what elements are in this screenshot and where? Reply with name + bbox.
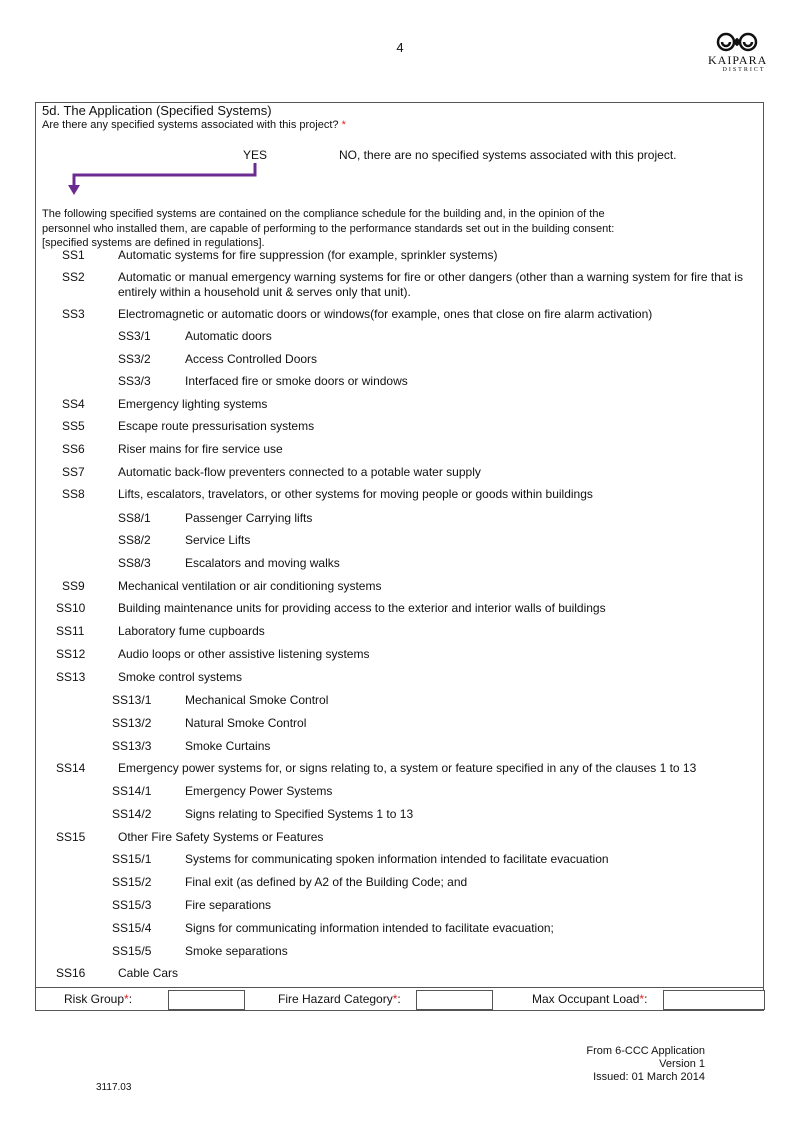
yes-branch-arrow-icon <box>66 163 266 197</box>
form-footer <box>586 1045 705 1084</box>
system-code: SS15/3 <box>112 898 152 912</box>
system-code: SS3/3 <box>118 374 151 388</box>
question-text <box>42 119 346 131</box>
colon: : <box>644 992 648 1006</box>
system-description: Automatic systems for fire suppression (for example, sprinkler systems) <box>118 248 498 262</box>
system-code: SS10 <box>56 601 86 615</box>
system-description: Smoke Curtains <box>185 739 271 753</box>
system-code: SS14/1 <box>112 784 152 798</box>
system-description: Interfaced fire or smoke doors or windows <box>185 374 408 388</box>
system-description: Natural Smoke Control <box>185 716 307 730</box>
document-code: 3117.03 <box>96 1082 132 1093</box>
system-code: SS15/4 <box>112 921 152 935</box>
required-mark: * <box>341 119 346 131</box>
logo-sub: DISTRICT <box>722 67 766 73</box>
fire-hazard-field[interactable] <box>416 990 493 1010</box>
system-code: SS16 <box>56 966 86 980</box>
system-description: Mechanical Smoke Control <box>185 693 329 707</box>
system-code: SS15/1 <box>112 852 152 866</box>
system-description: Service Lifts <box>185 533 251 547</box>
fire-hazard-label <box>278 992 401 1006</box>
system-code: SS3/2 <box>118 352 151 366</box>
system-code: SS8/2 <box>118 533 151 547</box>
system-code: SS15/2 <box>112 875 152 889</box>
system-description: Emergency power systems for, or signs relating to, a system or feature specified in any of the clauses 1 to 13 <box>118 761 697 775</box>
system-code: SS13/2 <box>112 716 152 730</box>
system-description: Mechanical ventilation or air conditioning systems <box>118 579 382 593</box>
system-description: Final exit (as defined by A2 of the Building Code; and <box>185 875 468 889</box>
system-code: SS7 <box>62 465 85 479</box>
required-mark: * <box>124 992 129 1006</box>
required-mark: * <box>392 992 398 1006</box>
system-description: Automatic doors <box>185 329 272 343</box>
system-description: Automatic back-flow preventers connected to a potable water supply <box>118 465 481 479</box>
system-description: Smoke separations <box>185 944 288 958</box>
system-description: Emergency lighting systems <box>118 397 268 411</box>
system-code: SS11 <box>56 624 85 638</box>
max-occupant-field[interactable] <box>663 990 765 1010</box>
kaipara-logo <box>708 30 766 74</box>
colon: : <box>128 992 133 1006</box>
fire-hazard-text: Fire Hazard Category <box>278 992 393 1006</box>
logo-name: KAIPARA <box>708 53 768 67</box>
system-code: SS2 <box>62 270 85 284</box>
system-description: Riser mains for fire service use <box>118 442 283 456</box>
system-code: SS1 <box>62 248 85 262</box>
question-label: Are there any specified systems associated with this project? <box>42 119 339 131</box>
system-description: Automatic or manual emergency warning systems for fire or other dangers (other than a warning system for fire that is entirely within a household unit & serves only that unit). <box>118 270 743 299</box>
system-code: SS13 <box>56 670 86 684</box>
system-code: SS5 <box>62 419 85 433</box>
form-version: Version 1 <box>659 1058 705 1070</box>
system-description: Emergency Power Systems <box>185 784 333 798</box>
system-code: SS3 <box>62 307 85 321</box>
system-code: SS8 <box>62 487 85 501</box>
system-code: SS6 <box>62 442 85 456</box>
colon: : <box>397 992 401 1006</box>
system-code: SS13/1 <box>112 693 152 707</box>
system-description: Access Controlled Doors <box>185 352 318 366</box>
system-code: SS8/3 <box>118 556 151 570</box>
classification-row <box>36 987 763 1012</box>
system-description: Escalators and moving walks <box>185 556 340 570</box>
system-code: SS15/5 <box>112 944 152 958</box>
system-description: Laboratory fume cupboards <box>118 624 265 638</box>
system-code: SS15 <box>56 830 86 844</box>
system-code: SS12 <box>56 647 86 661</box>
system-code: SS9 <box>62 579 85 593</box>
system-code: SS8/1 <box>118 511 151 525</box>
required-mark: * <box>639 992 645 1006</box>
risk-group-text: Risk Group <box>64 992 125 1006</box>
system-description: Signs relating to Specified Systems 1 to 13 <box>185 807 414 821</box>
system-code: SS4 <box>62 397 85 411</box>
intro-text: The following specified systems are contained on the compliance schedule for the building and, in the opinion of the personnel who installed them, are capable of performing to the performance standards set out in the building consent: [specified systems are defined in regulations]. <box>42 208 615 249</box>
specified-systems-form <box>35 102 764 1011</box>
issued-date: Issued: 01 March 2014 <box>593 1071 705 1083</box>
system-description: Smoke control systems <box>118 670 243 684</box>
system-description: Fire separations <box>185 898 272 912</box>
system-description: Building maintenance units for providing access to the exterior and interior walls of buildings <box>118 601 606 615</box>
system-description: Escape route pressurisation systems <box>118 419 315 433</box>
system-code: SS14/2 <box>112 807 152 821</box>
system-description: Electromagnetic or automatic doors or windows(for example, ones that close on fire alarm activation) <box>118 307 653 321</box>
section-title: 5d. The Application (Specified Systems) <box>42 103 272 118</box>
system-description: Lifts, escalators, travelators, or other systems for moving people or goods within buildings <box>118 487 593 501</box>
risk-group-label <box>64 992 132 1006</box>
system-code: SS3/1 <box>118 329 151 343</box>
form-name: From 6-CCC Application <box>586 1045 705 1057</box>
system-description: Audio loops or other assistive listening systems <box>118 647 370 661</box>
page-number: 4 <box>396 40 404 55</box>
yes-option[interactable]: YES <box>243 148 268 162</box>
koru-icon <box>715 30 759 54</box>
risk-group-field[interactable] <box>168 990 245 1010</box>
system-code: SS14 <box>56 761 86 775</box>
system-code: SS13/3 <box>112 739 152 753</box>
system-description: Cable Cars <box>118 966 179 980</box>
system-description: Other Fire Safety Systems or Features <box>118 830 324 844</box>
max-occupant-label <box>532 992 647 1006</box>
no-option[interactable]: NO, there are no specified systems associated with this project. <box>339 148 677 162</box>
system-description: Systems for communicating spoken information intended to facilitate evacuation <box>185 852 609 866</box>
system-description: Passenger Carrying lifts <box>185 511 313 525</box>
system-description: Signs for communicating information intended to facilitate evacuation; <box>185 921 554 935</box>
max-occupant-text: Max Occupant Load <box>532 992 640 1006</box>
